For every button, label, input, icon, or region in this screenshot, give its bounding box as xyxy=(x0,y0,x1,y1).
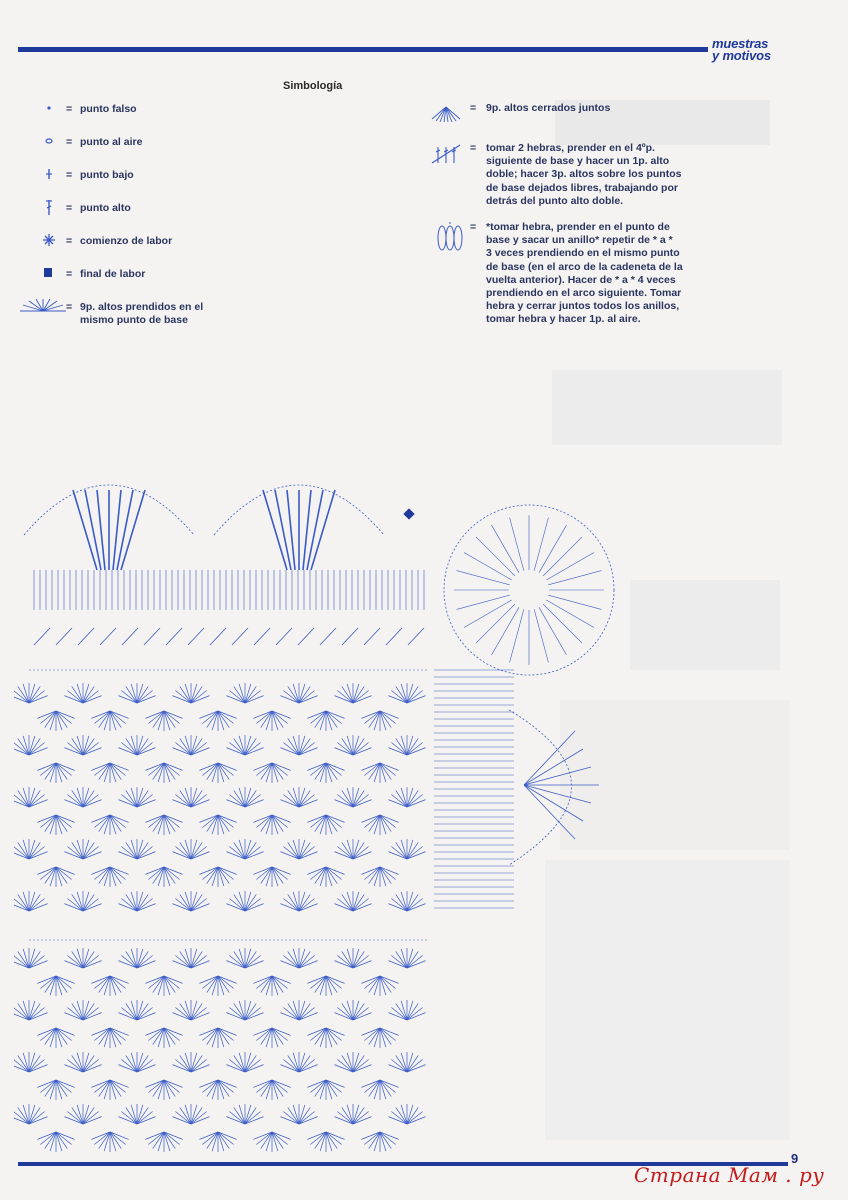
fan-motif xyxy=(145,867,182,887)
round-motif-spoke xyxy=(539,525,567,573)
crossed-treble xyxy=(188,628,204,645)
fan-motif xyxy=(388,948,425,968)
bleed-through-block xyxy=(630,580,780,670)
crossed-treble xyxy=(254,628,270,645)
fan-motif xyxy=(334,891,371,911)
fan-motif xyxy=(388,1052,425,1072)
equals-sign: = xyxy=(66,268,73,280)
fan-motif xyxy=(14,1052,48,1072)
fan-motif xyxy=(253,867,290,887)
legend-label-line: tomar hebra y hacer 1p. al aire. xyxy=(486,313,641,326)
fan-motif xyxy=(14,948,48,968)
legend-item-crossed-treble xyxy=(430,140,720,210)
fan-motif xyxy=(118,1000,155,1020)
side-fan-spoke xyxy=(524,749,583,785)
fan-motif xyxy=(118,1052,155,1072)
fan-motif xyxy=(118,948,155,968)
fan-motif xyxy=(145,1028,182,1048)
round-motif-spoke xyxy=(543,604,582,643)
bleed-through-block xyxy=(552,370,782,445)
fan-motif xyxy=(64,1000,101,1020)
round-motif-spoke xyxy=(492,525,520,573)
cluster-icon xyxy=(430,100,470,130)
crossed-treble xyxy=(364,628,380,645)
fan-motif xyxy=(253,976,290,996)
fan-motif xyxy=(145,711,182,731)
fan-motif xyxy=(145,1132,182,1152)
fan-motif xyxy=(388,735,425,755)
fan-motif xyxy=(64,839,101,859)
crossed-treble-icon xyxy=(430,140,470,170)
equals-sign: = xyxy=(66,235,73,247)
fan-motif xyxy=(64,787,101,807)
fan-motif xyxy=(199,1080,236,1100)
fan-motif xyxy=(14,891,48,911)
fan-motif xyxy=(37,763,74,783)
fan-motif xyxy=(226,787,263,807)
fan-motif xyxy=(361,867,398,887)
fan-motif xyxy=(37,1028,74,1048)
fan-motif xyxy=(361,976,398,996)
crossed-treble xyxy=(56,628,72,645)
watermark-text: Страна Мам . ру xyxy=(634,1163,825,1187)
fan-motif xyxy=(14,1000,48,1020)
fan-motif xyxy=(199,1028,236,1048)
header-rule xyxy=(18,47,708,52)
crossed-treble xyxy=(210,628,226,645)
asterisk-start-icon xyxy=(18,232,68,250)
fan-motif xyxy=(253,1132,290,1152)
legend-item-single-crochet xyxy=(18,166,278,186)
fan-motif xyxy=(91,1028,128,1048)
round-motif-spoke xyxy=(534,518,548,571)
fan-motif xyxy=(172,891,209,911)
legend-label: punto al aire xyxy=(80,136,143,148)
fan-motif xyxy=(388,1104,425,1124)
crossed-treble xyxy=(144,628,160,645)
end-marker xyxy=(403,508,414,519)
legend-label xyxy=(486,142,726,208)
fan-motif xyxy=(172,1000,209,1020)
round-motif-spoke xyxy=(548,571,601,585)
legend-label: comienzo de labor xyxy=(80,235,173,247)
round-motif-spoke xyxy=(543,537,582,576)
fan-motif xyxy=(37,1132,74,1152)
fan-motif xyxy=(145,763,182,783)
crossed-treble xyxy=(298,628,314,645)
legend-label-line: *tomar hebra, prender en el punto de xyxy=(486,221,670,233)
legend-item-chain-stitch xyxy=(18,133,278,153)
fan-motif xyxy=(118,1104,155,1124)
fan-motif xyxy=(253,1028,290,1048)
legend-label xyxy=(486,221,726,327)
fan-motif xyxy=(91,867,128,887)
fan-motif xyxy=(145,815,182,835)
legend-item-double-crochet xyxy=(18,199,278,219)
fan-motif xyxy=(14,787,48,807)
fan-motif xyxy=(280,1000,317,1020)
false-stitch-icon xyxy=(18,100,68,118)
fan-motif xyxy=(307,976,344,996)
round-motif-spoke xyxy=(534,609,548,662)
round-motif-spoke xyxy=(476,537,515,576)
legend-label: 9p. altos cerrados juntos xyxy=(486,102,611,114)
equals-sign: = xyxy=(470,221,477,233)
brand-line-1: muestras xyxy=(712,36,769,51)
crossed-treble xyxy=(408,628,424,645)
crossed-treble xyxy=(232,628,248,645)
side-fan-spoke xyxy=(524,785,575,839)
fan-motif xyxy=(199,1132,236,1152)
fan-icon xyxy=(18,298,68,318)
legend-label: punto bajo xyxy=(80,169,134,181)
fan-motif xyxy=(334,683,371,703)
fan-motif xyxy=(199,763,236,783)
fan-motif xyxy=(226,1000,263,1020)
crochet-chart-diagram xyxy=(14,470,634,1170)
legend-label-line: de base (en el arco de la cadeneta de la xyxy=(486,260,683,273)
fan-motif xyxy=(14,683,48,703)
fan-motif xyxy=(226,1052,263,1072)
fan-motif xyxy=(334,839,371,859)
fan-motif xyxy=(64,683,101,703)
page-number: 9 xyxy=(791,1151,799,1166)
fan-motif xyxy=(334,735,371,755)
fan-motif xyxy=(91,1132,128,1152)
fan-motif xyxy=(307,1028,344,1048)
fan-motif xyxy=(307,815,344,835)
side-fan-outline xyxy=(509,710,572,865)
fan-motif xyxy=(388,1000,425,1020)
double-crochet-icon xyxy=(18,199,68,217)
round-motif-spoke xyxy=(457,595,510,609)
fan-motif xyxy=(280,891,317,911)
fan-motif xyxy=(334,1104,371,1124)
fan-motif xyxy=(199,867,236,887)
fan-motif xyxy=(37,867,74,887)
fan-motif xyxy=(172,1052,209,1072)
legend-label-line: siguiente de base y hacer un 1p. alto xyxy=(486,155,670,168)
fan-motif xyxy=(199,711,236,731)
legend-label-line: base y sacar un anillo* repetir de * a * xyxy=(486,234,673,247)
crossed-treble xyxy=(34,628,50,645)
fan-motif xyxy=(334,787,371,807)
fan-motif xyxy=(388,891,425,911)
fan-motif xyxy=(307,763,344,783)
fan-motif xyxy=(388,839,425,859)
fan-motif xyxy=(334,1000,371,1020)
fan-motif xyxy=(14,1104,48,1124)
fan-motif xyxy=(226,1104,263,1124)
fan-motif xyxy=(14,839,48,859)
fan-motif xyxy=(226,683,263,703)
puff-stitch-icon xyxy=(430,219,470,255)
equals-sign: = xyxy=(470,102,477,114)
fan-motif xyxy=(91,711,128,731)
fan-motif xyxy=(280,787,317,807)
equals-sign: = xyxy=(470,142,477,154)
crossed-treble xyxy=(166,628,182,645)
legend-label-line: doble; hacer 3p. altos sobre los puntos xyxy=(486,168,682,181)
side-fan-spoke xyxy=(524,785,583,821)
brand-line-2: y motivos xyxy=(712,48,771,63)
fan-motif xyxy=(334,1052,371,1072)
round-motif-spoke xyxy=(548,595,601,609)
round-motif-spoke xyxy=(510,518,524,571)
fan-motif xyxy=(91,815,128,835)
fan-motif xyxy=(307,711,344,731)
side-fan-spoke xyxy=(524,785,591,803)
fan-motif xyxy=(172,683,209,703)
crossed-treble xyxy=(122,628,138,645)
round-motif-spoke xyxy=(539,607,567,655)
fan-motif xyxy=(64,891,101,911)
legend-label xyxy=(80,301,203,327)
round-motif-spoke xyxy=(464,553,512,581)
fan-motif xyxy=(64,1052,101,1072)
fan-motif xyxy=(145,1080,182,1100)
fan-motif xyxy=(280,735,317,755)
fan-motif xyxy=(118,735,155,755)
fan-motif xyxy=(172,1104,209,1124)
legend-label-line: 3 veces prendiendo en el mismo punto xyxy=(486,247,680,260)
fan-motif xyxy=(361,815,398,835)
single-crochet-icon xyxy=(18,166,68,184)
round-motif-spoke xyxy=(476,604,515,643)
fan-motif xyxy=(172,787,209,807)
legend-label-line: de base dejados libres, trabajando por xyxy=(486,181,678,194)
fan-motif xyxy=(334,948,371,968)
legend-title: Simbología xyxy=(283,80,343,92)
fan-motif xyxy=(253,763,290,783)
legend-item-start xyxy=(18,232,278,252)
legend-label-line: tomar 2 hebras, prender en el 4ºp. xyxy=(486,142,655,154)
round-motif-spoke xyxy=(492,607,520,655)
crossed-treble xyxy=(342,628,358,645)
round-motif-spoke xyxy=(546,600,594,628)
fan-motif xyxy=(37,815,74,835)
fan-motif xyxy=(37,976,74,996)
fan-motif xyxy=(226,735,263,755)
equals-sign: = xyxy=(66,136,73,148)
fan-motif xyxy=(253,815,290,835)
equals-sign: = xyxy=(66,202,73,214)
fan-motif xyxy=(226,891,263,911)
fan-motif xyxy=(307,1132,344,1152)
legend-item-false-stitch xyxy=(18,100,278,120)
fan-motif xyxy=(280,839,317,859)
side-fan-spoke xyxy=(524,767,591,785)
fan-motif xyxy=(388,787,425,807)
crossed-treble xyxy=(386,628,402,645)
fan-motif xyxy=(226,839,263,859)
fan-motif xyxy=(64,948,101,968)
legend-item-fan xyxy=(18,298,278,328)
round-motif-spoke xyxy=(546,553,594,581)
legend-label-line: 9p. altos prendidos en el xyxy=(80,301,204,313)
fan-motif xyxy=(118,839,155,859)
fan-motif xyxy=(361,763,398,783)
fan-motif xyxy=(307,1080,344,1100)
legend-item-end xyxy=(18,265,278,285)
fan-motif xyxy=(199,976,236,996)
fan-motif xyxy=(37,1080,74,1100)
fan-motif xyxy=(199,815,236,835)
legend-label-line: detrás del punto alto doble. xyxy=(486,194,624,207)
side-fan-spoke xyxy=(524,731,575,785)
legend-label-line: prendiendo en el arco siguiente. Tomar xyxy=(486,287,682,300)
fan-motif xyxy=(14,735,48,755)
fan-motif xyxy=(91,1080,128,1100)
crossed-treble xyxy=(78,628,94,645)
fan-motif xyxy=(307,867,344,887)
fan-motif xyxy=(118,683,155,703)
equals-sign: = xyxy=(66,169,73,181)
crossed-treble xyxy=(276,628,292,645)
fan-motif xyxy=(64,735,101,755)
fan-motif xyxy=(280,683,317,703)
fan-motif xyxy=(280,1104,317,1124)
legend-label-line: mismo punto de base xyxy=(80,314,188,326)
fan-motif xyxy=(361,711,398,731)
legend-item-cluster xyxy=(430,100,720,120)
crossed-treble xyxy=(100,628,116,645)
legend-label-line: vuelta anterior). Hacer de * a * 4 veces xyxy=(486,273,676,286)
fan-motif xyxy=(172,948,209,968)
section-brand xyxy=(712,38,771,62)
fan-motif xyxy=(91,976,128,996)
crossed-treble xyxy=(320,628,336,645)
legend-item-puff xyxy=(430,219,720,329)
fan-motif xyxy=(37,711,74,731)
equals-sign: = xyxy=(66,301,73,313)
fan-motif xyxy=(361,1080,398,1100)
fan-motif xyxy=(361,1028,398,1048)
fan-motif xyxy=(172,735,209,755)
legend-label: punto alto xyxy=(80,202,131,214)
chain-stitch-icon xyxy=(18,133,68,151)
round-motif-spoke xyxy=(464,600,512,628)
fan-motif xyxy=(91,763,128,783)
fan-motif xyxy=(361,1132,398,1152)
fan-motif xyxy=(64,1104,101,1124)
fan-motif xyxy=(280,948,317,968)
legend-label-line: hebra y cerrar juntos todos los anillos, xyxy=(486,300,680,313)
fan-motif xyxy=(145,976,182,996)
fan-motif xyxy=(118,891,155,911)
fan-motif xyxy=(226,948,263,968)
fan-motif xyxy=(280,1052,317,1072)
fan-motif xyxy=(253,711,290,731)
round-motif-spoke xyxy=(510,609,524,662)
fan-motif xyxy=(388,683,425,703)
fan-motif xyxy=(253,1080,290,1100)
equals-sign: = xyxy=(66,103,73,115)
fan-motif xyxy=(118,787,155,807)
fan-motif xyxy=(172,839,209,859)
legend-label: punto falso xyxy=(80,103,137,115)
square-end-icon xyxy=(18,265,68,283)
legend-label: final de labor xyxy=(80,268,146,280)
round-motif-spoke xyxy=(457,571,510,585)
